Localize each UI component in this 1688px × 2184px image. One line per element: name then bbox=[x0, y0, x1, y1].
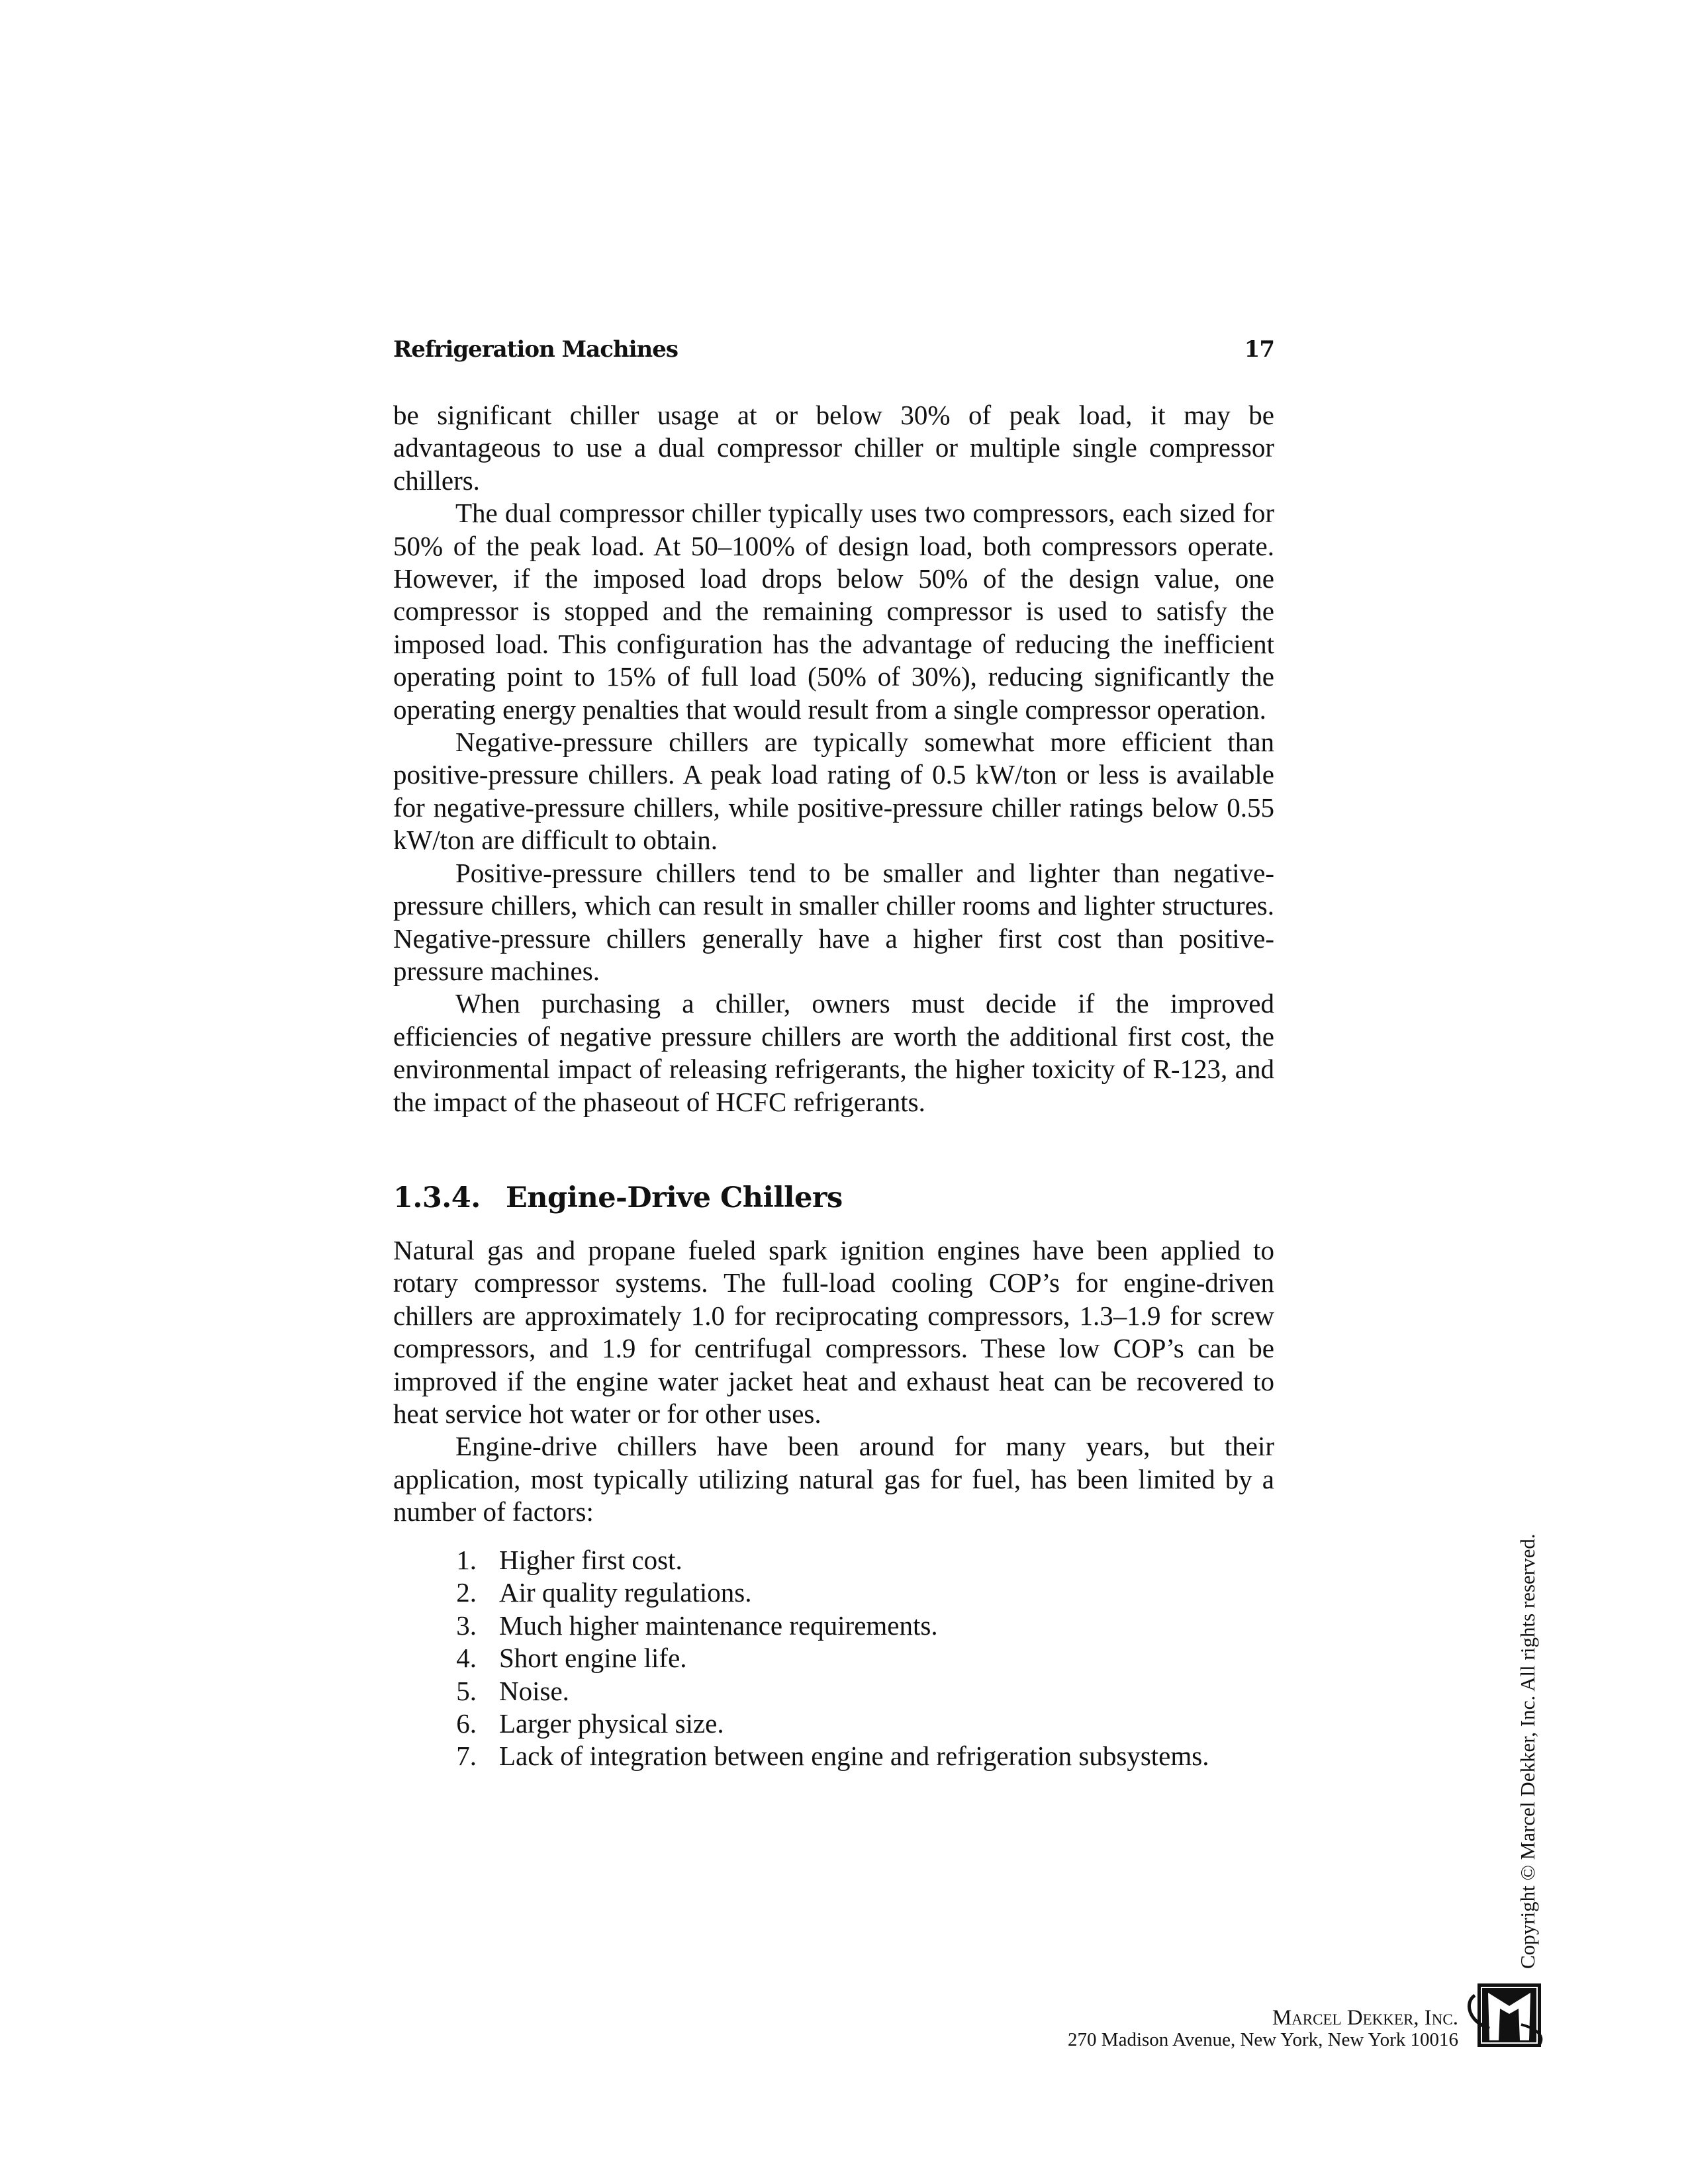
list-text: Noise. bbox=[499, 1675, 569, 1706]
list-text: Higher first cost. bbox=[499, 1545, 682, 1575]
list-item bbox=[430, 1642, 1209, 1674]
body-text-2 bbox=[393, 1234, 1274, 1529]
page-number: 17 bbox=[1244, 336, 1274, 363]
body-text-1 bbox=[393, 399, 1274, 1118]
copyright-notice: Copyright © Marcel Dekker, Inc. All rights reserved. bbox=[1516, 1533, 1539, 1969]
publisher-block bbox=[1068, 2007, 1458, 2051]
paragraph: When purchasing a chiller, owners must decide if the improved efficiencies of negative pressure chillers are worth the additional first cost, the environmental impact of releasing refrigerants, the higher toxicity of R-123, and the impact of the phaseout of HCFC refrigerants. bbox=[393, 988, 1274, 1117]
list-text: Much higher maintenance requirements. bbox=[499, 1610, 938, 1641]
section-heading bbox=[393, 1181, 843, 1214]
section-title: Engine-Drive Chillers bbox=[506, 1181, 843, 1214]
list-text: Short engine life. bbox=[499, 1643, 687, 1674]
paragraph: be significant chiller usage at or below 30% of peak load, it may be advantageous to use a dual compressor chiller or multiple single compressor chillers. bbox=[393, 400, 1274, 496]
paragraph: Positive-pressure chillers tend to be smaller and lighter than negative-pressure chillers, which can result in smaller chiller rooms and lighter structures. Negative-pressure chillers generally have a higher first cost than positive-pressure machines. bbox=[393, 857, 1274, 986]
list-text: Air quality regulations. bbox=[499, 1577, 752, 1608]
list-number: 1. bbox=[456, 1545, 477, 1575]
paragraph: Natural gas and propane fueled spark ignition engines have been applied to rotary compressor systems. The full-load cooling COP’s for engine-driven chillers are approximately 1.0 for reciprocating compressors, 1.3–1.9 for screw compressors, and 1.9 for centrifugal compressors. These low COP’s can be improved if the engine water jacket heat and exhaust heat can be recovered to heat service hot water or for other uses. bbox=[393, 1235, 1274, 1430]
list-number: 2. bbox=[456, 1577, 477, 1608]
list-number: 5. bbox=[456, 1675, 477, 1706]
paragraph: Negative-pressure chillers are typically somewhat more efficient than positive-pressure chillers. A peak load rating of 0.5 kW/ton or less is available for negative-pressure chillers, while positive-pressure chiller ratings below 0.55 kW/ton are difficult to obtain. bbox=[393, 727, 1274, 856]
list-item bbox=[430, 1610, 1209, 1642]
publisher-address: 270 Madison Avenue, New York, New York 10016 bbox=[1068, 2029, 1458, 2050]
list-number: 6. bbox=[456, 1708, 477, 1739]
list-item bbox=[430, 1576, 1209, 1609]
publisher-logo-icon bbox=[1463, 1982, 1546, 2048]
list-item bbox=[430, 1740, 1209, 1772]
list-text: Larger physical size. bbox=[499, 1708, 724, 1739]
paragraph: Engine-drive chillers have been around for many years, but their application, most typically utilizing natural gas for fuel, has been limited by a number of factors: bbox=[393, 1431, 1274, 1527]
factors-list bbox=[430, 1544, 1209, 1773]
running-title: Refrigeration Machines bbox=[393, 336, 679, 363]
publisher-name: Marcel Dekker, Inc. bbox=[1272, 2006, 1458, 2030]
paragraph: The dual compressor chiller typically uses two compressors, each sized for 50% of the peak load. At 50–100% of design load, both compressors operate. However, if the imposed load drops below 50% of the design value, one compressor is stopped and the remaining compressor is used to satisfy the imposed load. This configuration has the advantage of reducing the inefficient operating point to 15% of full load (50% of 30%), reducing significantly the operating energy penalties that would result from a single compressor operation. bbox=[393, 498, 1274, 725]
list-number: 7. bbox=[456, 1741, 477, 1772]
section-number: 1.3.4. bbox=[393, 1181, 481, 1214]
list-text: Lack of integration between engine and refrigeration subsystems. bbox=[499, 1741, 1209, 1772]
list-number: 3. bbox=[456, 1610, 477, 1641]
list-item bbox=[430, 1707, 1209, 1740]
running-header bbox=[393, 336, 1274, 363]
list-item bbox=[430, 1675, 1209, 1707]
list-number: 4. bbox=[456, 1643, 477, 1674]
list-item bbox=[430, 1544, 1209, 1576]
